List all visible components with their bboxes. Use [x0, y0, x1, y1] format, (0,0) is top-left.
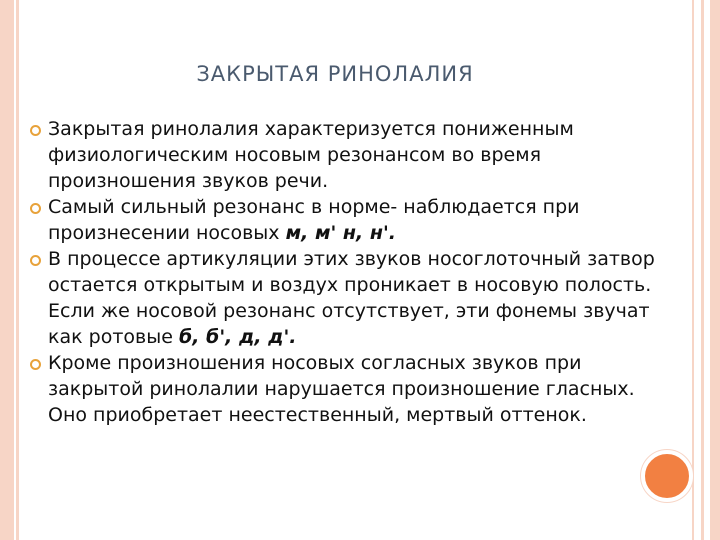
orange-circle-decoration: [641, 450, 693, 502]
circle-bullet-icon: [30, 359, 41, 370]
slide-title: ЗАКРЫТАЯ РИНОЛАЛИЯ: [196, 62, 474, 86]
bullet-item: [30, 116, 660, 194]
bullet-emphasis: б, б', д, д'.: [178, 326, 297, 348]
bullet-text: Самый сильный резонанс в норме- наблюдается при произнесении носовых: [48, 196, 580, 244]
circle-bullet-icon: [30, 255, 41, 266]
circle-bullet-icon: [30, 125, 41, 136]
bullet-emphasis: м, м' н, н'.: [285, 222, 397, 244]
circle-bullet-icon: [30, 203, 41, 214]
bullet-text: Закрытая ринолалия характеризуется пониженным физиологическим носовым резонансом во время произношения звуков речи.: [48, 118, 574, 192]
right-frame-line-inner: [692, 0, 694, 540]
bullet-text: Кроме произношения носовых согласных звуков при закрытой ринолалии нарушается произношение гласных. Оно приобретает неестественный, мертвый оттенок.: [48, 352, 635, 426]
bullet-item: [30, 246, 660, 350]
bullet-item: [30, 194, 660, 246]
bullet-item: [30, 350, 660, 428]
bullet-list: [30, 116, 660, 428]
right-frame-border: [710, 0, 720, 540]
bullet-text: В процессе артикуляции этих звуков носоглоточный затвор остается открытым и воздух проникает в носовую полость. Если же носовой резонанс отсутствует, эти фонемы звучат как ротовые: [48, 248, 655, 348]
right-frame-line: [701, 0, 704, 540]
